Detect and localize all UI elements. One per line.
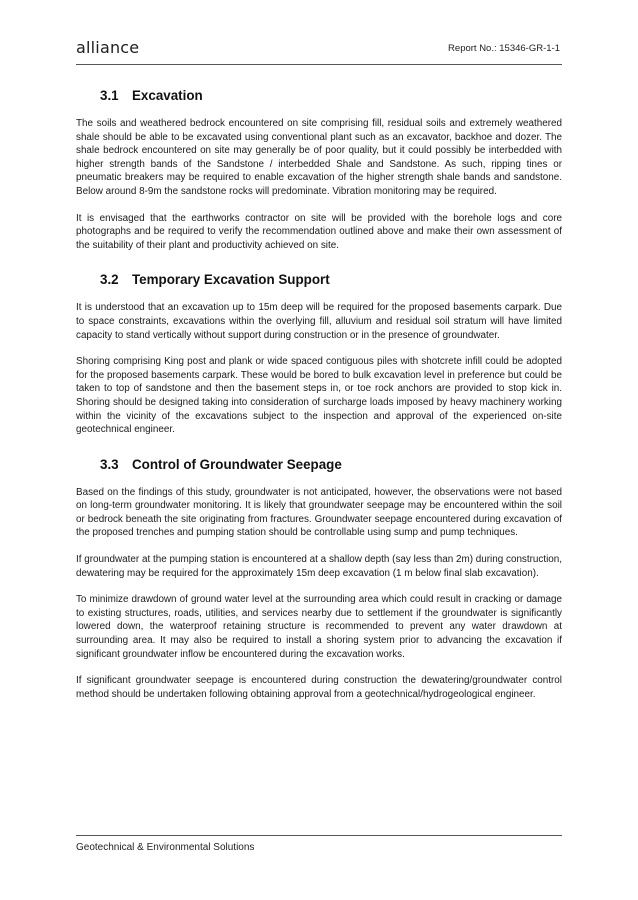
section-heading bbox=[100, 457, 562, 472]
paragraph: It is envisaged that the earthworks contractor on site will be provided with the borehole logs and core photographs and be required to verify the recommendation outlined above and make their own assessment of the suitability of their plant and productivity achieved on site. bbox=[76, 212, 562, 251]
section-number: 3.1 bbox=[100, 88, 119, 103]
paragraph: If groundwater at the pumping station is encountered at a shallow depth (say less than 2m) during construction, dewatering may be required for the approximately 15m deep excavation (1 m below final slab excavation). bbox=[76, 554, 562, 579]
page-footer bbox=[76, 835, 562, 853]
section-heading bbox=[100, 272, 562, 287]
paragraph: If significant groundwater seepage is encountered during construction the dewatering/groundwater control method should be undertaken following obtaining approval from a geotechnical/hydrogeological engineer. bbox=[76, 675, 562, 700]
company-logo: alliance bbox=[76, 38, 140, 57]
section-temporary-excavation-support bbox=[76, 272, 562, 436]
section-title: Temporary Excavation Support bbox=[132, 272, 330, 288]
section-groundwater-seepage bbox=[76, 457, 562, 702]
section-number: 3.3 bbox=[100, 456, 119, 472]
section-excavation bbox=[76, 88, 562, 252]
page-header bbox=[76, 38, 562, 65]
section-title: Control of Groundwater Seepage bbox=[132, 456, 342, 472]
paragraph: It is understood that an excavation up to 15m deep will be required for the proposed basements carpark. Due to space constraints, excavations within the overlying fill, alluvium and residual soil stratum will have limited capacity to stand vertically without support during construction or in the presence of groundwater. bbox=[76, 302, 562, 341]
report-number: Report No.: 15346-GR-1-1 bbox=[448, 43, 560, 54]
paragraph: To minimize drawdown of ground water level at the surrounding area which could result in cracking or damage to existing structures, roads, utilities, and services nearby due to settlement if the groundwater is significantly lowered down, the waterproof retaining structure is recommended to prevent any water drawdown at surrounding area. It may also be required to install a shoring system prior to advancing the excavation if significant groundwater inflow be encountered during the excavation works. bbox=[76, 594, 562, 660]
footer-text: Geotechnical & Environmental Solutions bbox=[76, 842, 255, 853]
section-title: Excavation bbox=[132, 88, 203, 103]
section-heading bbox=[100, 88, 562, 103]
paragraph: The soils and weathered bedrock encountered on site comprising fill, residual soils and extremely weathered shale should be able to be excavated using conventional plant such as an excavator, backhoe and dozer. The shale bedrock encountered on site may generally be of poor quality, but it could possibly be interbedded with higher strength bands of the Sandstone / interbedded Shale and Sandstone. As such, ripping tines or pneumatic breakers may be required to enable excavation of the higher strength shale bands and sandstone. Below around 8-9m the sandstone rocks will predominate. Vibration monitoring may be required. bbox=[76, 118, 562, 197]
paragraph: Shoring comprising King post and plank or wide spaced contiguous piles with shotcrete infill could be adopted for the proposed basements carpark. These would be bored to bulk excavation level in preference but could be taken to top of sandstone and then the basement steps in, or toe rock anchors are provided to stop kick in. Shoring should be designed taking into consideration of surcharge loads imposed by heavy machinery working within the vicinity of the excavations subject to the inspection and approval of the experienced on-site geotechnical engineer. bbox=[76, 356, 562, 436]
section-number: 3.2 bbox=[100, 272, 119, 288]
page-content bbox=[76, 88, 562, 721]
paragraph: Based on the findings of this study, groundwater is not anticipated, however, the observations were not based on long-term groundwater monitoring. It is likely that groundwater seepage may be encountered within the soil or bedrock beneath the site originating from fractures. Groundwater seepage encountered during excavation of the proposed trenches and pumping station should be controllable using sump and pump techniques. bbox=[76, 486, 562, 539]
